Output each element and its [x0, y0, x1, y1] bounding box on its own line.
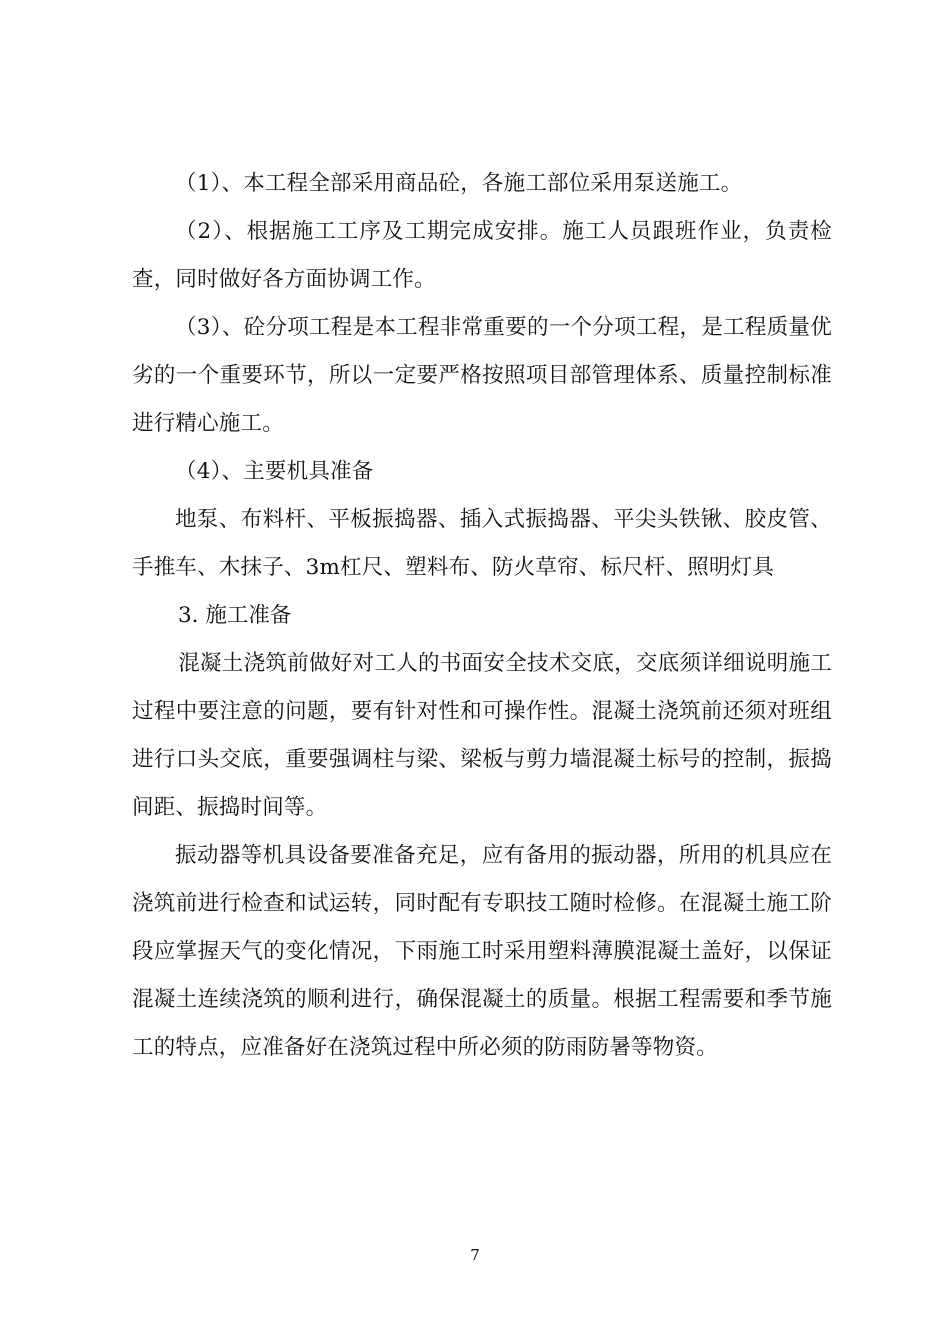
- paragraph-preparation-2: 振动器等机具设备要准备充足，应有备用的振动器，所用的机具应在浇筑前进行检查和试运转，同时配有专职技工随时检修。在混凝土施工阶段应掌握天气的变化情况，下雨施工时采用塑料薄膜混凝土盖好，以保证混凝土连续浇筑的顺利进行，确保混凝土的质量。根据工程需要和季节施工的特点，应准备好在浇筑过程中所必须的防雨防暑等物资。: [132, 843, 832, 1060]
- paragraph-equipment-list: 地泵、布料杆、平板振捣器、插入式振捣器、平尖头铁锹、胶皮管、手推车、木抹子、3m杠尺、塑料布、防火草帘、标尺杆、照明灯具: [132, 507, 832, 580]
- paragraph-item-3: （3）、砼分项工程是本工程非常重要的一个分项工程，是工程质量优劣的一个重要环节，所以一定要严格按照项目部管理体系、质量控制标准进行精心施工。: [132, 315, 832, 436]
- document-body: [132, 160, 832, 1072]
- page-number: 7: [470, 1246, 480, 1264]
- section-heading: 3. 施工准备: [178, 603, 292, 628]
- paragraph-item-2: （2）、根据施工工序及工期完成安排。施工人员跟班作业，负责检查，同时做好各方面协调工作。: [132, 219, 832, 292]
- paragraph-item-4: （4）、主要机具准备: [175, 459, 374, 484]
- paragraph-preparation-1: 混凝土浇筑前做好对工人的书面安全技术交底，交底须详细说明施工过程中要注意的问题，要有针对性和可操作性。混凝土浇筑前还须对班组进行口头交底，重要强调柱与梁、梁板与剪力墙混凝土标号的控制，振捣间距、振捣时间等。: [132, 651, 832, 820]
- paragraph-item-1: （1）、本工程全部采用商品砼，各施工部位采用泵送施工。: [175, 171, 743, 196]
